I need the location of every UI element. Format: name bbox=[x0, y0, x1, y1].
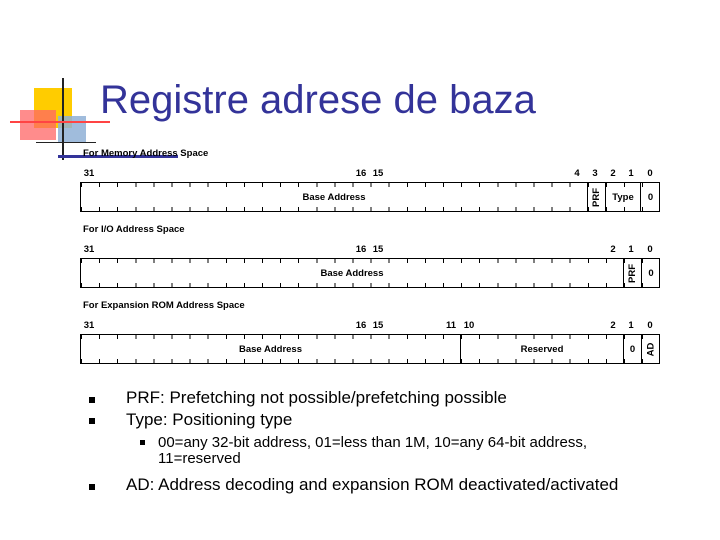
memory-prf bbox=[588, 183, 605, 211]
memory-type: Type bbox=[612, 191, 634, 203]
bit-1: 1 bbox=[628, 244, 634, 255]
bit-16: 16 bbox=[355, 244, 367, 255]
bit-10: 10 bbox=[463, 320, 475, 331]
rom-heading: For Expansion ROM Address Space bbox=[83, 300, 245, 311]
memory-prf-label: PRF bbox=[591, 187, 602, 207]
deco-vertical-line bbox=[62, 78, 64, 160]
bit-0: 0 bbox=[647, 168, 653, 179]
bullet-marker bbox=[89, 418, 95, 424]
memory-register bbox=[80, 182, 660, 212]
io-prf-label: PRF bbox=[627, 263, 638, 283]
io-heading: For I/O Address Space bbox=[83, 224, 185, 235]
memory-base-address: Base Address bbox=[302, 191, 366, 203]
memory-zero: 0 bbox=[647, 191, 654, 203]
corner-decoration bbox=[0, 0, 100, 160]
bit-31: 31 bbox=[83, 244, 95, 255]
deco-horizontal-line bbox=[10, 121, 110, 123]
rom-ad bbox=[642, 335, 660, 363]
bit-2: 2 bbox=[610, 320, 616, 331]
deco-red-block bbox=[20, 110, 56, 140]
bit-3: 3 bbox=[592, 168, 598, 179]
memory-heading: For Memory Address Space bbox=[83, 148, 209, 159]
io-prf bbox=[624, 259, 641, 287]
bit-15: 15 bbox=[372, 168, 384, 179]
bit-0: 0 bbox=[647, 320, 653, 331]
rom-reserved: Reserved bbox=[520, 343, 564, 355]
io-register bbox=[80, 258, 660, 288]
io-zero: 0 bbox=[648, 267, 654, 279]
bit-0: 0 bbox=[647, 244, 653, 255]
rom-ad-label: AD bbox=[645, 342, 657, 356]
bit-16: 16 bbox=[355, 320, 367, 331]
bullet-item: Type: Positioning type bbox=[126, 410, 293, 429]
bullet-item: PRF: Prefetching not possible/prefetching possible bbox=[126, 388, 507, 407]
bullet-marker bbox=[89, 484, 95, 490]
io-base-address: Base Address bbox=[320, 267, 384, 279]
rom-zero: 0 bbox=[629, 343, 636, 355]
bit-2: 2 bbox=[610, 244, 616, 255]
bullet-marker bbox=[89, 397, 95, 403]
sub-bullet-item: 00=any 32-bit address, 01=less than 1M, 10=any 64-bit address, 11=reserved bbox=[158, 434, 588, 467]
bit-15: 15 bbox=[372, 244, 384, 255]
deco-horizontal-line-2 bbox=[36, 142, 96, 143]
bullet-item: AD: Address decoding and expansion ROM deactivated/activated bbox=[126, 475, 619, 494]
bit-11: 11 bbox=[445, 320, 457, 331]
sub-bullet-marker bbox=[140, 440, 145, 445]
bit-31: 31 bbox=[83, 320, 95, 331]
bit-15: 15 bbox=[372, 320, 384, 331]
slide-title: Registre adrese de baza bbox=[100, 78, 536, 122]
bit-2: 2 bbox=[610, 168, 616, 179]
bit-16: 16 bbox=[355, 168, 367, 179]
bit-31: 31 bbox=[83, 168, 95, 179]
bit-4: 4 bbox=[574, 168, 580, 179]
bit-1: 1 bbox=[628, 168, 634, 179]
rom-base-address: Base Address bbox=[238, 343, 302, 355]
rom-register bbox=[80, 334, 660, 364]
bit-1: 1 bbox=[628, 320, 634, 331]
